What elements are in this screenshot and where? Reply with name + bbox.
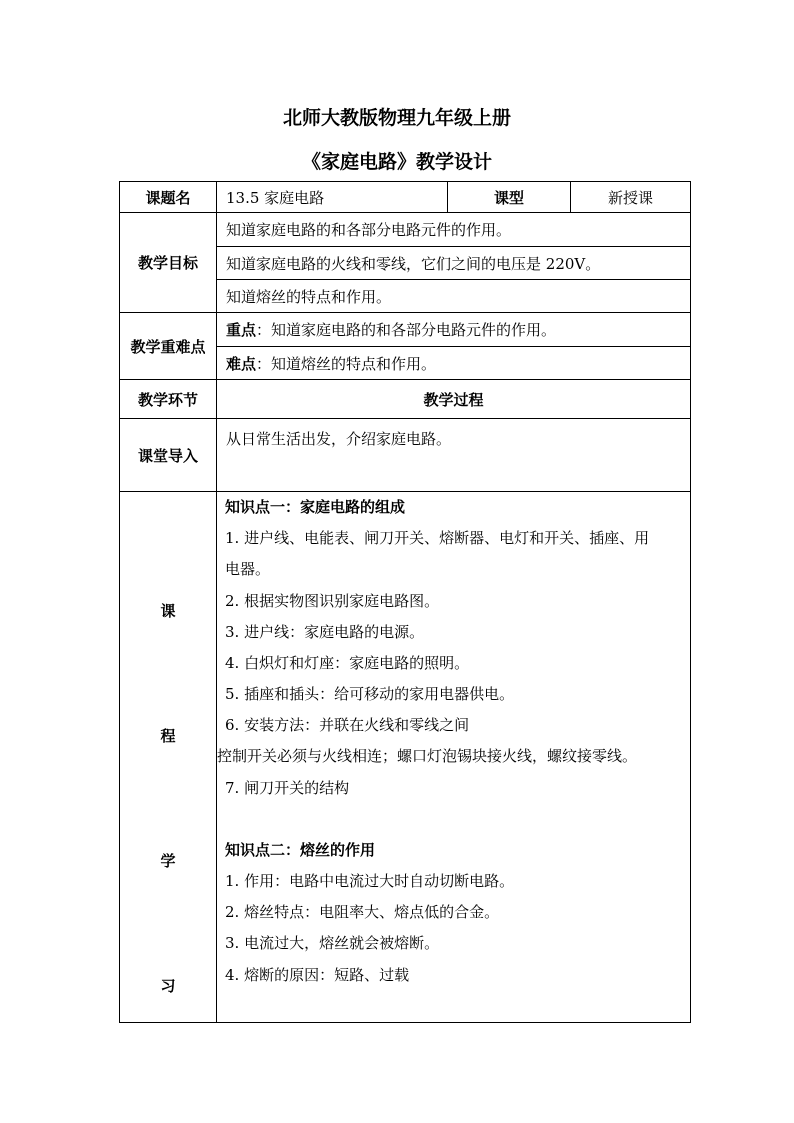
intro-text: 从日常生活出发，介绍家庭电路。 [217,419,691,492]
content-line: 1. 作用：电路中电流过大时自动切断电路。 [225,872,515,890]
content-line: 6. 安装方法：并联在火线和零线之间 [225,716,470,734]
document-title: 北师大教版物理九年级上册 [282,107,511,129]
type-value: 新授课 [571,182,691,213]
content-line: 4. 熔断的原因：短路、过载 [225,966,410,984]
key-point-prefix: 重点 [226,321,257,339]
topic-label: 课题名 [120,182,217,213]
content-line: 5. 插座和插头：给可移动的家用电器供电。 [225,685,515,703]
key-point-row [120,313,691,347]
learning-label-cell [120,492,217,1023]
section-heading: 知识点一：家庭电路的组成 [225,498,406,516]
key-points-label: 教学重难点 [120,313,217,380]
learning-label-char: 习 [160,977,176,995]
intro-row [120,419,691,492]
stage-header: 教学环节 [120,380,217,419]
learning-label-char: 课 [160,602,176,620]
topic-value: 13.5 家庭电路 [217,182,448,213]
process-header: 教学过程 [217,380,691,419]
section-heading: 知识点二：熔丝的作用 [225,841,376,859]
content-line: 电器。 [225,560,271,578]
goal-item: 知道熔丝的特点和作用。 [217,280,691,313]
goal-item: 知道家庭电路的火线和零线，它们之间的电压是 220V。 [217,247,691,280]
difficulty-prefix: 难点 [226,354,257,373]
topic-row [120,182,691,213]
type-label: 课型 [448,182,571,213]
goal-item: 知道家庭电路的和各部分电路元件的作用。 [217,213,691,247]
content-line: 2. 根据实物图识别家庭电路图。 [225,592,440,610]
goal-row [120,213,691,247]
content-line: 3. 电流过大，熔丝就会被熔断。 [225,934,440,952]
process-header-row [120,380,691,419]
difficulty-text: ：知道熔丝的特点和作用。 [256,354,437,373]
intro-label: 课堂导入 [120,419,217,492]
content-line: 2. 熔丝特点：电阻率大、熔点低的合金。 [225,903,500,921]
key-point-item [217,313,691,347]
learning-label-char: 程 [160,727,176,745]
content-line: 3. 进户线：家庭电路的电源。 [225,623,425,641]
content-line: 1. 进户线、电能表、闸刀开关、熔断器、电灯和开关、插座、用 [225,529,650,547]
goals-label: 教学目标 [120,213,217,313]
document-subtitle: 《家庭电路》教学设计 [301,151,492,173]
content-line: 4. 白炽灯和灯座：家庭电路的照明。 [225,654,470,672]
content-line: 控制开关必须与火线相连；螺口灯泡锡块接火线，螺纹接零线。 [217,747,638,765]
key-point-text: ：知道家庭电路的和各部分电路元件的作用。 [256,321,557,339]
learning-label-char: 学 [160,852,176,870]
difficulty-item [217,347,691,380]
content-line: 7. 闸刀开关的结构 [225,779,350,797]
